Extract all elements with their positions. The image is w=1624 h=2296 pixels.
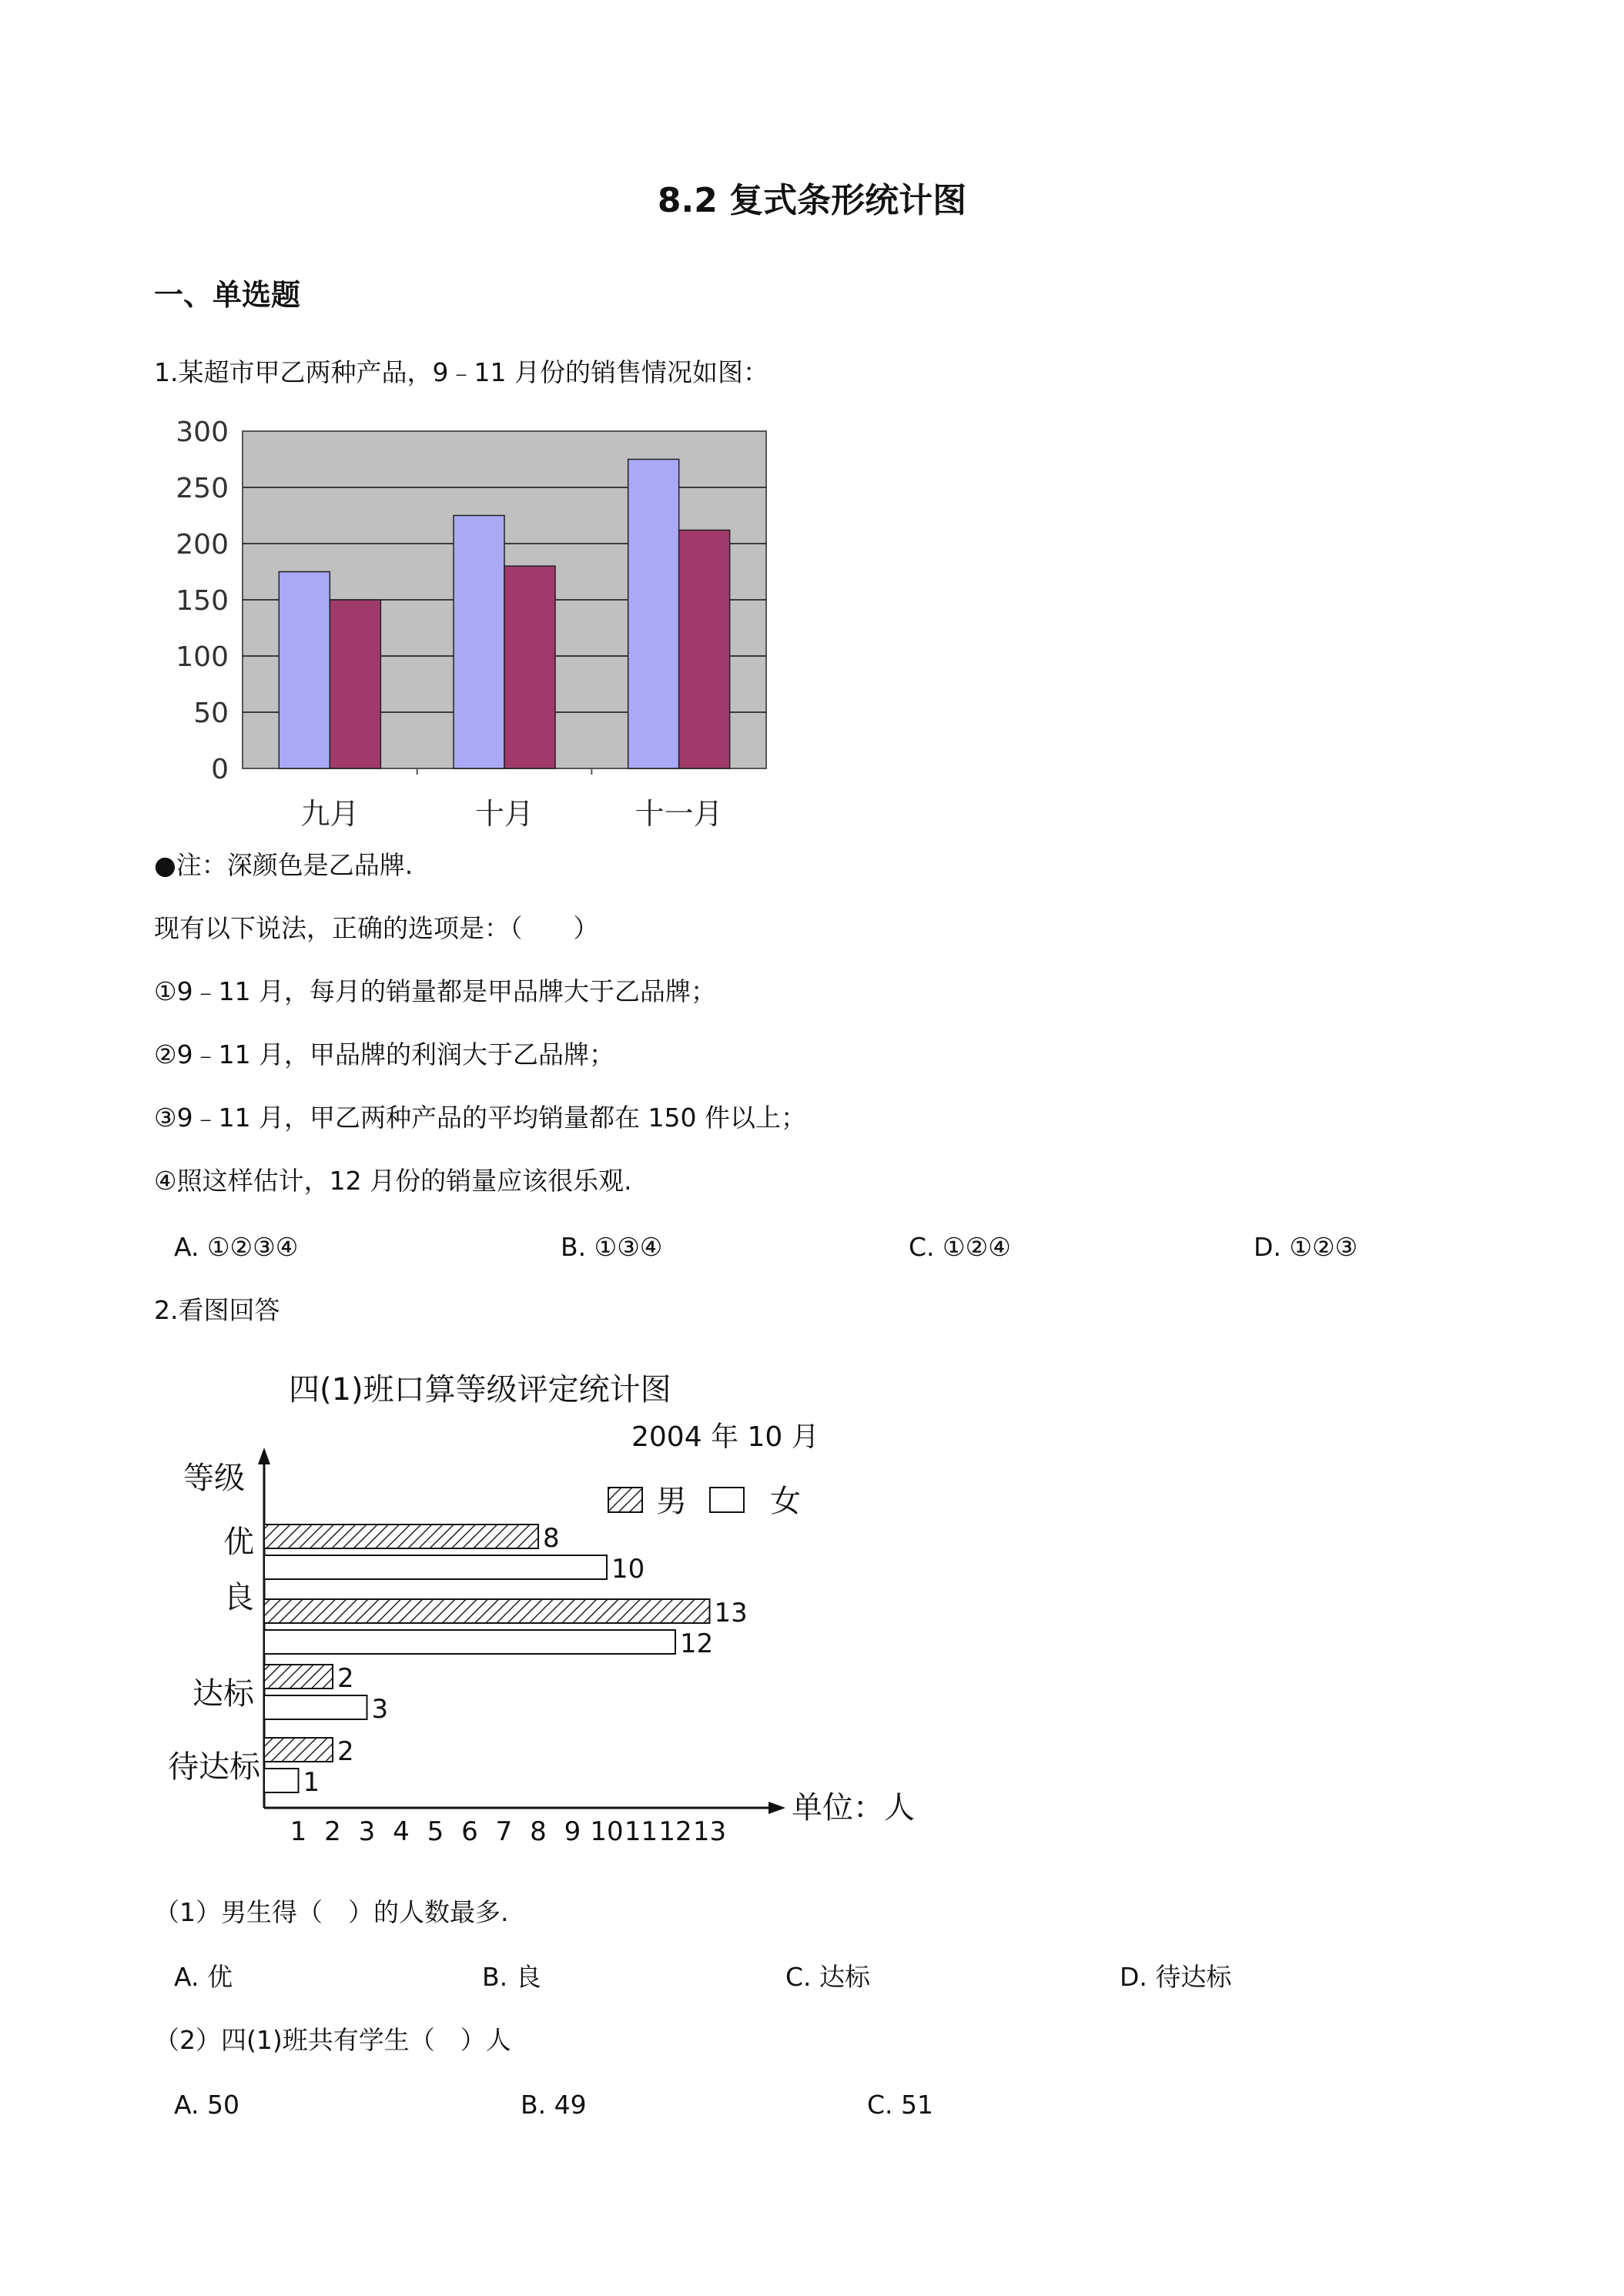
- chart2-data-label: 3: [371, 1694, 389, 1725]
- q1-option-a[interactable]: A. ①②③④: [174, 1232, 299, 1262]
- q2-stem: 2.看图回答: [154, 1295, 280, 1325]
- chart2-bar: [264, 1695, 367, 1719]
- chart1-y-tick: 0: [211, 754, 229, 785]
- chart2-bar: [264, 1738, 333, 1762]
- chart2-y-tick: 良: [223, 1580, 254, 1615]
- chart2-title: 四(1)班口算等级评定统计图: [289, 1372, 671, 1407]
- chart1-bar: [679, 530, 730, 768]
- chart2-bar: [264, 1525, 538, 1548]
- chart2-y-tick: 优: [223, 1525, 254, 1560]
- chart1-bar: [628, 460, 679, 769]
- chart1-y-tick: 200: [176, 529, 229, 561]
- chart2-bar: [264, 1630, 675, 1654]
- q1-note: ●注：深颜色是乙品牌.: [154, 850, 414, 880]
- chart2-x-tick: 4: [393, 1816, 410, 1847]
- q2-sub1-option-a[interactable]: A. 优: [174, 1962, 233, 1992]
- section-heading: 一、单选题: [154, 278, 301, 312]
- chart2-x-tick: 2: [324, 1816, 341, 1847]
- chart2-data-label: 10: [611, 1554, 645, 1585]
- chart2-xlabel: 单位：人: [792, 1790, 915, 1826]
- chart2-data-label: 2: [337, 1736, 354, 1767]
- q1-stem: 1.某超市甲乙两种产品，9﹣11 月份的销售情况如图：: [154, 357, 768, 387]
- q2-sub2-option-c[interactable]: C. 51: [867, 2090, 934, 2120]
- chart1-y-tick: 50: [193, 698, 229, 729]
- chart2-x-tick: 9: [564, 1816, 581, 1847]
- chart2-x-tick: 7: [495, 1816, 513, 1847]
- chart2-data-label: 1: [303, 1767, 320, 1798]
- chart2-x-tick: 5: [427, 1816, 444, 1847]
- chart2-y-arrow: [258, 1448, 270, 1464]
- chart2-x-tick: 13: [692, 1816, 727, 1847]
- chart2-data-label: 12: [680, 1628, 714, 1659]
- chart1-y-tick: 300: [176, 417, 229, 448]
- sales-bar-chart: [146, 408, 801, 839]
- chart1-bar: [454, 516, 504, 769]
- legend-female-label: 女: [770, 1484, 801, 1519]
- chart1-bar: [504, 566, 555, 768]
- legend-male-label: 男: [656, 1484, 687, 1519]
- legend-female-swatch: [710, 1488, 744, 1512]
- chart1-y-tick: 100: [176, 641, 229, 673]
- chart2-x-tick: 6: [461, 1816, 478, 1847]
- chart1-bar: [330, 600, 380, 768]
- chart2-x-tick: 11: [624, 1816, 658, 1847]
- chart2-x-tick: 10: [590, 1816, 624, 1847]
- chart2-bar: [264, 1555, 607, 1579]
- chart2-bar: [264, 1665, 333, 1689]
- chart2-data-label: 13: [714, 1598, 748, 1628]
- q1-option-d[interactable]: D. ①②③: [1254, 1232, 1358, 1262]
- q1-statement-2: ②9﹣11 月，甲品牌的利润大于乙品牌；: [154, 1039, 615, 1069]
- chart2-x-arrow: [768, 1802, 785, 1814]
- chart2-x-tick: 8: [530, 1816, 547, 1847]
- grade-bar-chart: [146, 1363, 955, 1871]
- chart2-subtitle: 2004 年 10 月: [631, 1421, 819, 1453]
- q2-sub2: （2）四(1)班共有学生（ ）人: [154, 2025, 511, 2055]
- q2-sub2-option-b[interactable]: B. 49: [521, 2090, 587, 2120]
- chart1-x-tick: 十一月: [635, 797, 723, 831]
- q2-sub1: （1）男生得（ ）的人数最多.: [154, 1897, 509, 1927]
- chart2-x-tick: 3: [358, 1816, 376, 1847]
- page-title: 8.2 复式条形统计图: [657, 181, 967, 220]
- chart1-x-tick: 九月: [300, 797, 360, 831]
- chart2-data-label: 2: [337, 1663, 354, 1694]
- legend-male-swatch: [608, 1488, 642, 1512]
- q1-statement-4: ④照这样估计，12 月份的销量应该很乐观.: [154, 1166, 632, 1196]
- chart1-bar: [279, 572, 330, 769]
- q2-sub1-option-c[interactable]: C. 达标: [785, 1962, 871, 1992]
- chart2-data-label: 8: [543, 1523, 560, 1554]
- q1-statement-3: ③9﹣11 月，甲乙两种产品的平均销量都在 150 件以上；: [154, 1103, 807, 1133]
- q1-option-b[interactable]: B. ①③④: [561, 1232, 663, 1262]
- q2-sub1-option-b[interactable]: B. 良: [482, 1962, 541, 1992]
- chart2-bar: [264, 1599, 710, 1623]
- q2-sub2-option-a[interactable]: A. 50: [174, 2090, 239, 2120]
- q1-prompt: 现有以下说法，正确的选项是：（ ）: [154, 913, 599, 943]
- chart2-y-tick: 达标: [193, 1676, 254, 1712]
- chart2-x-tick: 12: [658, 1816, 692, 1847]
- q1-statement-1: ①9﹣11 月，每月的销量都是甲品牌大于乙品牌；: [154, 976, 717, 1006]
- chart1-y-tick: 150: [176, 585, 229, 617]
- chart1-y-tick: 250: [176, 473, 229, 504]
- chart1-x-tick: 十月: [474, 797, 534, 831]
- chart2-x-tick: 1: [290, 1816, 307, 1847]
- q1-option-c[interactable]: C. ①②④: [909, 1232, 1011, 1262]
- chart2-y-tick: 待达标: [168, 1749, 260, 1785]
- chart2-bar: [264, 1769, 299, 1792]
- q2-sub1-option-d[interactable]: D. 待达标: [1120, 1962, 1232, 1992]
- chart2-ylabel: 等级: [183, 1461, 245, 1496]
